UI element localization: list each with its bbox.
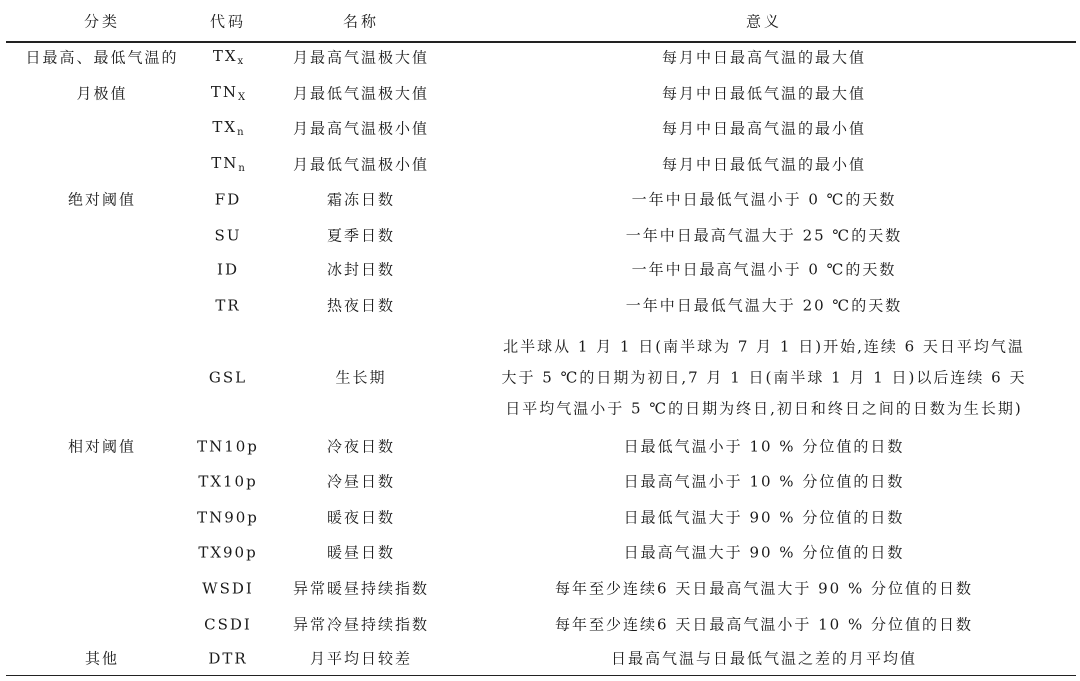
row-name: 冷昼日数 — [326, 472, 396, 491]
row-name: 月最低气温极大值 — [292, 84, 430, 103]
row-meaning: 一年中日最低气温大于 20 ℃的天数 — [625, 296, 903, 315]
row-code: CSDI — [204, 615, 252, 634]
row-code: $TX_x$ — [212, 47, 244, 67]
row-meaning: 每月中日最低气温的最大值 — [661, 84, 867, 103]
category-other: 其他 — [84, 649, 120, 668]
row-meaning: 一年中日最高气温大于 25 ℃的天数 — [625, 226, 903, 245]
row-code: TN10p — [197, 437, 259, 456]
header-code: 代码 — [209, 12, 247, 31]
row-code: FD — [214, 190, 242, 209]
row-meaning: 一年中日最高气温小于 0 ℃的天数 — [631, 260, 897, 279]
table-bottom-rule — [6, 675, 1076, 676]
header-top-rule — [6, 41, 1076, 43]
header-meaning: 意义 — [745, 12, 783, 31]
row-meaning: 每年至少连续6 天日最高气温大于 90 % 分位值的日数 — [555, 579, 973, 598]
meaning-line: 北半球从 1 月 1 日(南半球为 7 月 1 日)开始,连续 6 天日平均气温 — [503, 337, 1025, 356]
row-code: $TX_n$ — [212, 118, 244, 138]
row-name: 暖昼日数 — [326, 543, 396, 562]
header-name: 名称 — [342, 12, 380, 31]
meaning-line: 日平均气温小于 5 ℃的日期为终日,初日和终日之间的日数为生长期) — [505, 399, 1023, 418]
row-name: 月平均日较差 — [309, 649, 413, 668]
row-code: TX10p — [198, 472, 258, 491]
category-absolute: 绝对阈值 — [67, 190, 137, 209]
row-name: 月最高气温极小值 — [292, 119, 430, 138]
row-code: TN90p — [197, 508, 259, 527]
row-name: 热夜日数 — [326, 296, 396, 315]
row-meaning: 日最低气温大于 90 % 分位值的日数 — [623, 508, 905, 527]
category-extreme-line2: 月极值 — [76, 84, 128, 103]
meaning-line: 大于 5 ℃的日期为初日,7 月 1 日(南半球 1 月 1 日)以后连续 6 天 — [501, 368, 1027, 387]
row-code: GSL — [208, 368, 248, 387]
row-name: 暖夜日数 — [326, 508, 396, 527]
row-code: DTR — [208, 649, 248, 668]
row-code: SU — [214, 226, 242, 245]
header-category: 分类 — [83, 12, 121, 31]
row-code: $TN_X$ — [210, 83, 246, 103]
row-name: 夏季日数 — [326, 226, 396, 245]
row-meaning: 每年至少连续6 天日最高气温小于 10 % 分位值的日数 — [555, 615, 973, 634]
category-extreme-line1: 日最高、最低气温的 — [25, 48, 179, 67]
category-relative: 相对阈值 — [67, 437, 137, 456]
row-code: TX90p — [198, 543, 258, 562]
row-code: TR — [215, 296, 241, 315]
row-name: 霜冻日数 — [326, 190, 396, 209]
row-meaning: 一年中日最低气温小于 0 ℃的天数 — [631, 190, 897, 209]
row-meaning-multiline — [502, 332, 1027, 425]
row-meaning: 日最高气温大于 90 % 分位值的日数 — [623, 543, 905, 562]
row-name: 冷夜日数 — [326, 437, 396, 456]
row-meaning: 日最高气温小于 10 % 分位值的日数 — [623, 472, 905, 491]
row-name: 冰封日数 — [326, 260, 396, 279]
row-name: 异常暖昼持续指数 — [292, 579, 430, 598]
row-name: 异常冷昼持续指数 — [292, 615, 430, 634]
row-meaning: 每月中日最高气温的最大值 — [661, 48, 867, 67]
row-meaning: 日最低气温小于 10 % 分位值的日数 — [623, 437, 905, 456]
row-code: WSDI — [202, 579, 254, 598]
row-name: 生长期 — [335, 368, 387, 387]
row-meaning: 日最高气温与日最低气温之差的月平均值 — [610, 649, 918, 668]
row-meaning: 每月中日最低气温的最小值 — [661, 155, 867, 174]
row-name: 月最高气温极大值 — [292, 48, 430, 67]
row-code: $TN_n$ — [211, 154, 245, 174]
row-name: 月最低气温极小值 — [292, 155, 430, 174]
row-code: ID — [217, 260, 239, 279]
row-meaning: 每月中日最高气温的最小值 — [661, 119, 867, 138]
